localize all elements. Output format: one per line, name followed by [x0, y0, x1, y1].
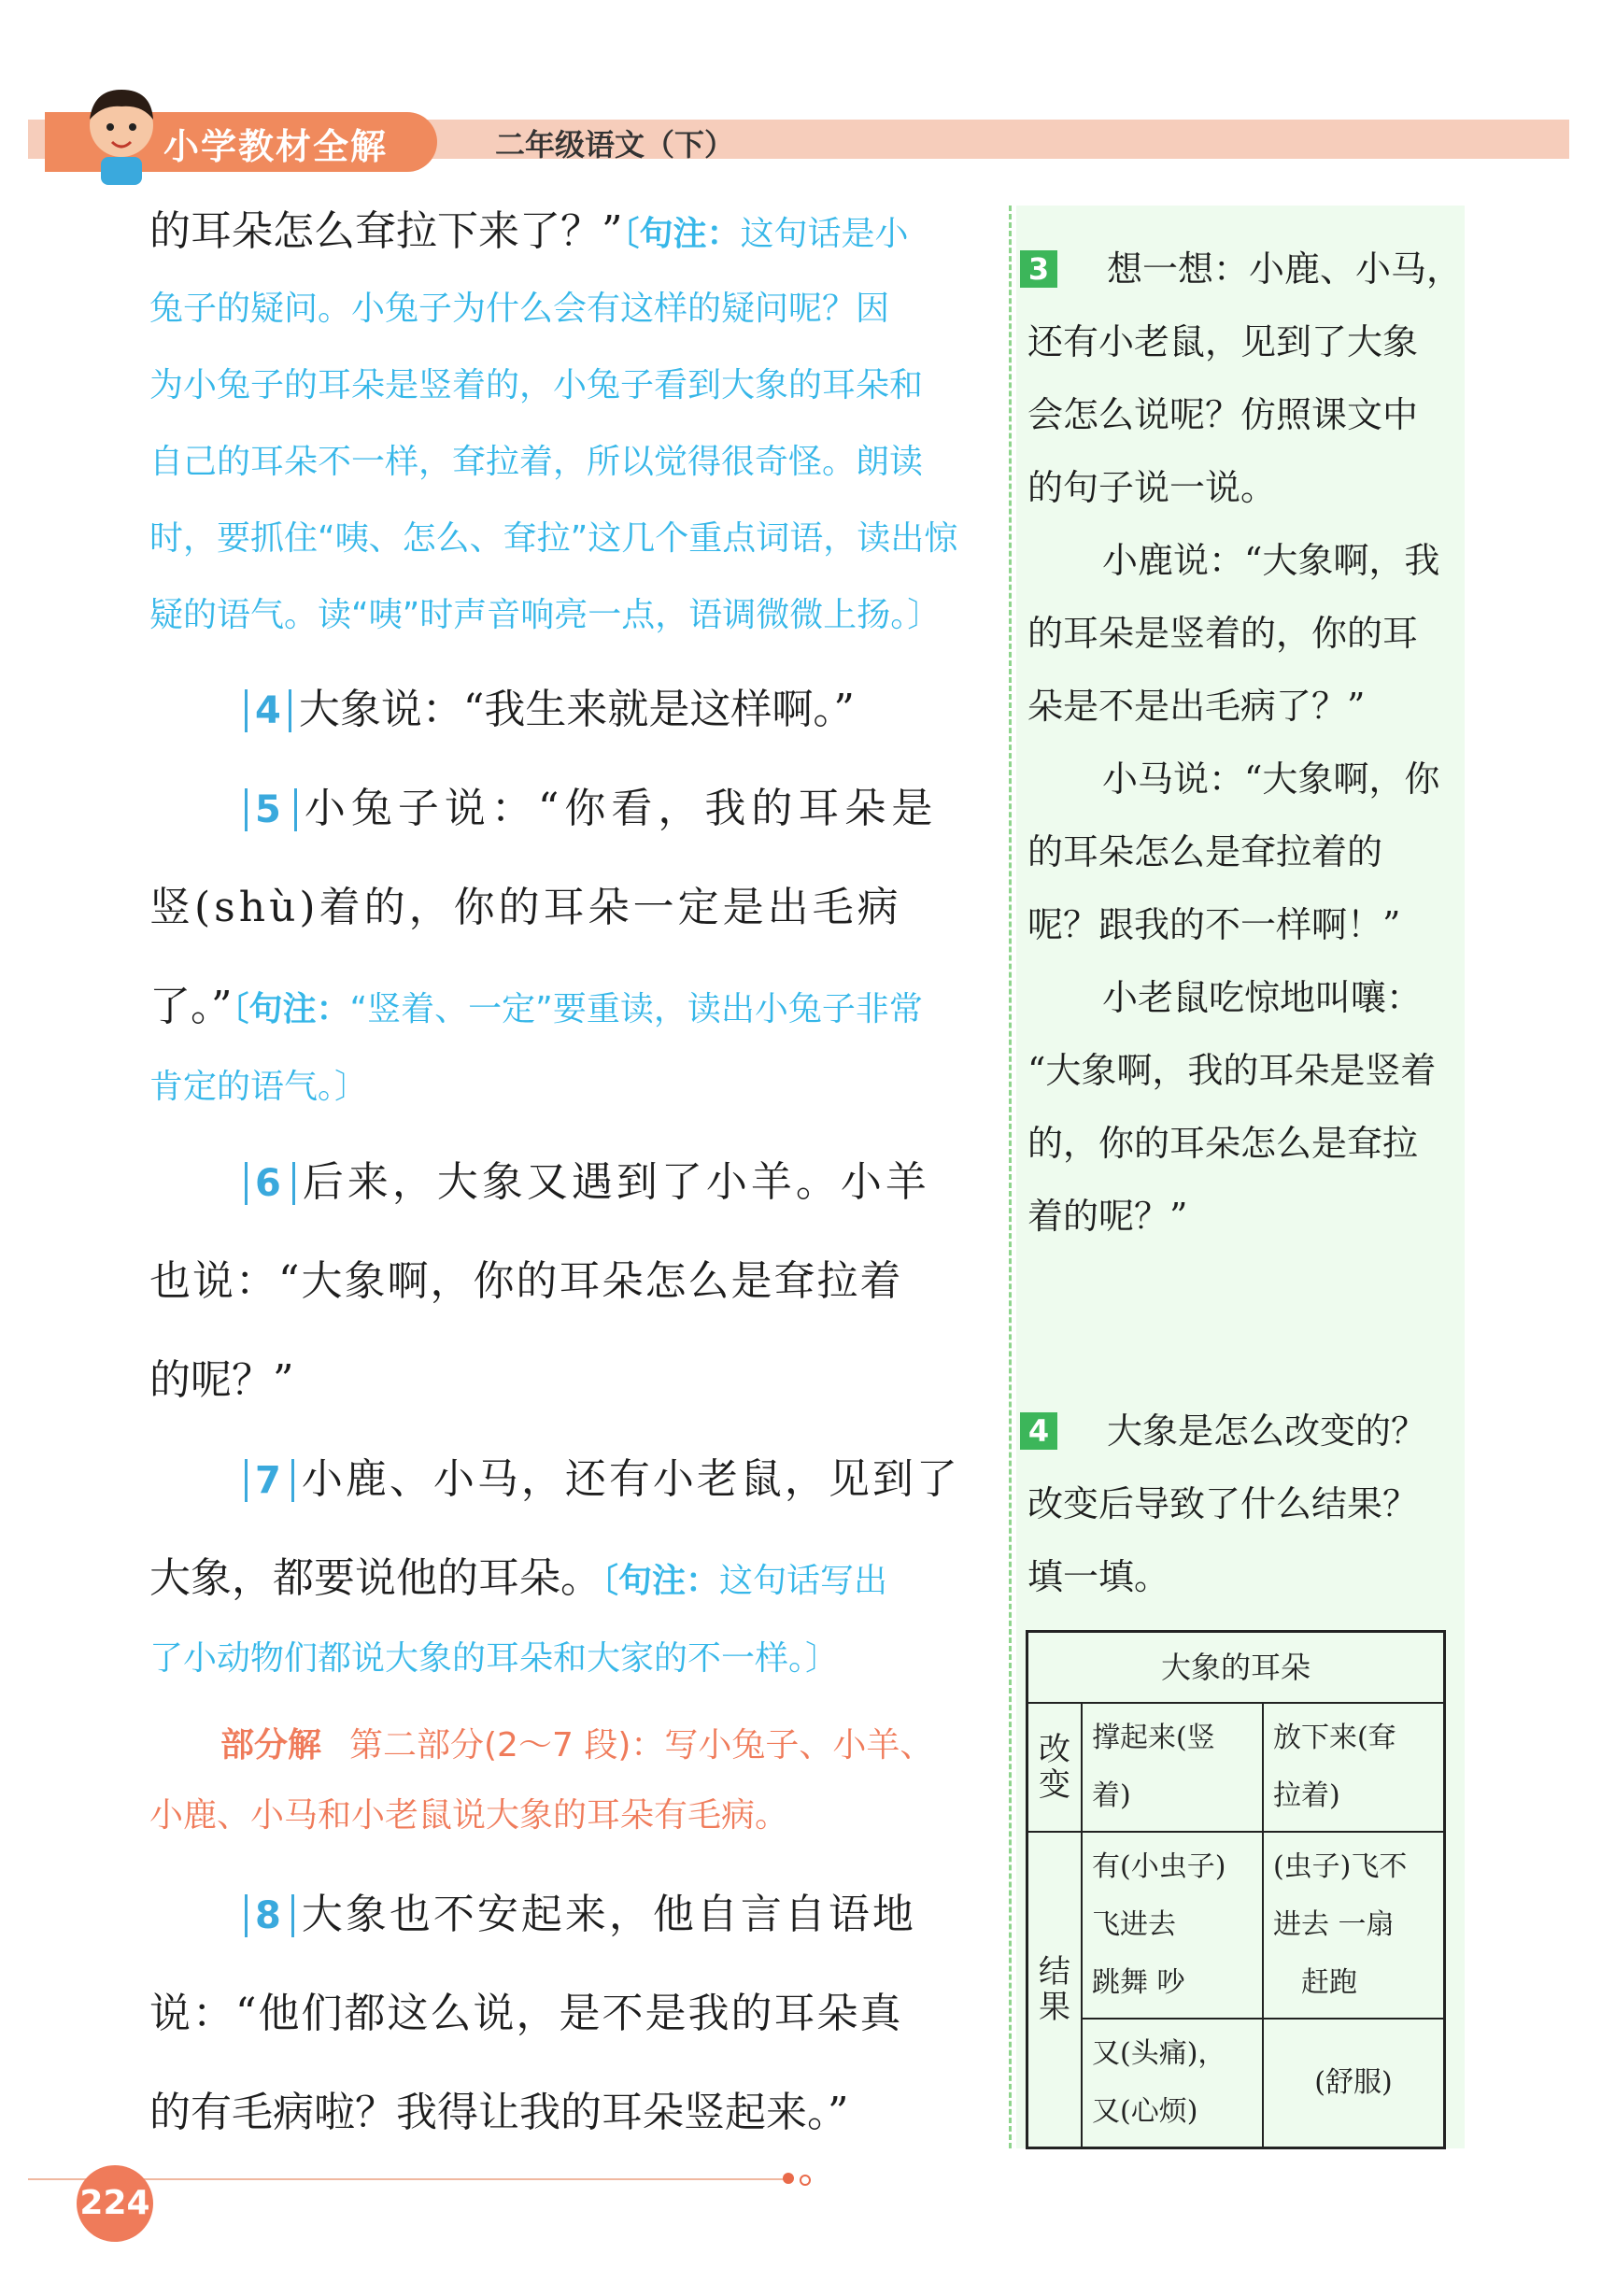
- answer-line: 小马说：“大象啊，你: [1102, 758, 1440, 800]
- answer-line: “大象啊，我的耳朵是竖着: [1027, 1050, 1437, 1091]
- question-line: 改变后导致了什么结果？: [1027, 1483, 1419, 1524]
- paragraph-number: 6: [245, 1162, 295, 1205]
- question-line: 还有小老鼠，见到了大象: [1027, 321, 1419, 362]
- question-line: 大象是怎么改变的？: [1107, 1410, 1427, 1452]
- table-header: 大象的耳朵: [1027, 1632, 1445, 1704]
- table-row: [1027, 2019, 1445, 2148]
- paragraph-5: 5 小兔子说：“你看，我的耳朵是: [245, 781, 1085, 838]
- text-line: 也说：“大象啊，你的耳朵怎么是耷拉着: [149, 1257, 903, 1305]
- note-line: 了小动物们都说大象的耳朵和大家的不一样。〕: [149, 1639, 840, 1678]
- question-number-3: 3: [1020, 250, 1057, 288]
- book-title: 小学教材全解: [163, 126, 389, 167]
- answer-line: 的耳朵怎么是耷拉着的: [1027, 831, 1383, 872]
- question-line: 会怎么说呢？仿照课文中: [1027, 394, 1419, 435]
- text-line: 说：“他们都这么说，是不是我的耳朵真: [149, 1990, 903, 2037]
- paragraph-7: 7 小鹿、小马，还有小老鼠，见到了: [245, 1452, 1085, 1509]
- table-cell: 又(头痛)， 又(心烦): [1082, 2019, 1263, 2148]
- note-line: 为小兔子的耳朵是竖着的，小兔子看到大象的耳朵和: [149, 366, 924, 404]
- answer-table: [1026, 1630, 1446, 2149]
- text-line: 的耳朵怎么耷拉下来了？”〔句注：这句话是小: [149, 207, 909, 255]
- paragraph-8: 8 大象也不安起来，他自言自语地: [245, 1887, 1085, 1944]
- boy-mascot-icon: [65, 77, 177, 189]
- note-line: 疑的语气。读“咦”时声音响亮一点，语调微微上扬。〕: [149, 596, 942, 634]
- note-line: 兔子的疑问。小兔子为什么会有这样的疑问呢？因: [149, 290, 890, 328]
- question-line: 的句子说一说。: [1027, 467, 1277, 508]
- table-cell: (舒服): [1263, 2019, 1445, 2148]
- section-summary-line: 小鹿、小马和小老鼠说大象的耳朵有毛病。: [149, 1796, 789, 1835]
- text-line: 大象，都要说他的耳朵。〔句注：这句话写出: [149, 1554, 888, 1602]
- note-line: 时，要抓住“咦、怎么、耷拉”这几个重点词语，读出惊: [149, 519, 958, 558]
- answer-line: 的，你的耳朵怎么是耷拉: [1027, 1123, 1419, 1164]
- paragraph-number: 7: [245, 1459, 294, 1502]
- answer-line: 着的呢？”: [1027, 1196, 1188, 1237]
- text-line: 竖(shù)着的，你的耳朵一定是出毛病: [149, 884, 902, 931]
- paragraph-number: 5: [245, 788, 297, 831]
- paragraph-6: 6 后来，大象又遇到了小羊。小羊: [245, 1155, 1085, 1212]
- row-label: 改变: [1027, 1703, 1083, 1832]
- text-line: 了。”〔句注：“竖着、一定”要重读，读出小兔子非常: [149, 983, 923, 1030]
- question-line: 填一填。: [1027, 1556, 1170, 1597]
- answer-line: 小鹿说：“大象啊，我: [1102, 540, 1440, 581]
- page-number: 224: [77, 2165, 153, 2242]
- note-line: 自己的耳朵不一样，耷拉着，所以觉得很奇怪。朗读: [149, 443, 924, 481]
- table-cell: 撑起来(竖 着): [1082, 1703, 1263, 1832]
- question-number-4: 4: [1020, 1412, 1057, 1450]
- note-line: 肯定的语气。〕: [149, 1068, 369, 1106]
- paragraph-number: 8: [245, 1894, 294, 1937]
- footer-dot: [800, 2175, 811, 2186]
- row-label: 结果: [1027, 1832, 1083, 2148]
- text-line: 的呢？”: [149, 1356, 294, 1404]
- table-cell: (虫子)飞不 进去 一扇 赶跑: [1263, 1832, 1445, 2019]
- text-line: 的有毛病啦？我得让我的耳朵竖起来。”: [149, 2089, 849, 2136]
- footer-dot: [783, 2173, 794, 2184]
- table-cell: 有(小虫子) 飞进去 跳舞 吵: [1082, 1832, 1263, 2019]
- question-line: 想一想：小鹿、小马，: [1107, 248, 1463, 290]
- section-summary: 部分解 第二部分(2～7 段)：写小兔子、小羊、: [220, 1726, 934, 1765]
- table-cell: 放下来(耷 拉着): [1263, 1703, 1445, 1832]
- answer-line: 的耳朵是竖着的，你的耳: [1027, 613, 1419, 654]
- answer-line: 呢？跟我的不一样啊！”: [1027, 904, 1401, 945]
- table-row: [1027, 1703, 1445, 1832]
- answer-line: 小老鼠吃惊地叫嚷：: [1102, 977, 1423, 1018]
- table-row: [1027, 1832, 1445, 2019]
- book-subtitle: 二年级语文（下）: [495, 127, 735, 163]
- paragraph-4: 4 大象说：“我生来就是这样啊。”: [245, 682, 1085, 739]
- paragraph-number: 4: [245, 689, 291, 732]
- answer-line: 朵是不是出毛病了？”: [1027, 686, 1366, 727]
